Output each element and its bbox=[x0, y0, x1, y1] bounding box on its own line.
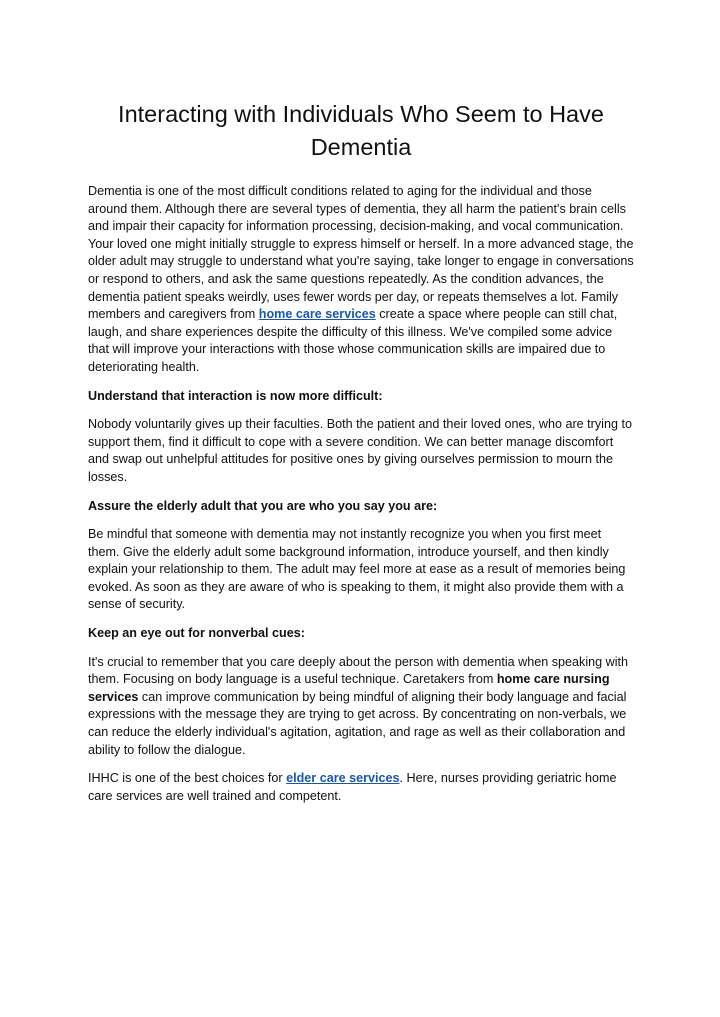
section-heading-nonverbal: Keep an eye out for nonverbal cues: bbox=[88, 626, 305, 641]
home-care-services-link[interactable]: home care services bbox=[258, 307, 376, 322]
section-body-interaction: Nobody voluntarily gives up their faculties. Both the patient and their loved ones, who are trying to support them, find it difficult to cope with a severe condition. We can better manage discomfort and swap out unhelpful attitudes for positive ones by giving ourselves permission to mourn the losses. bbox=[88, 417, 632, 484]
closing-paragraph bbox=[88, 770, 634, 805]
intro-text-after-link: create a space where people can still chat, laugh, and share experiences despite the difficulty of this illness. We've compiled some advice that will improve your interactions with those whose communication skills are impaired due to deteriorating health. bbox=[88, 307, 618, 374]
section-heading-interaction: Understand that interaction is now more difficult: bbox=[88, 388, 383, 403]
document-title: Interacting with Individuals Who Seem to Have Dementia bbox=[118, 101, 604, 160]
nonverbal-text-after-bold: can improve communication by being mindful of aligning their body language and facial expressions with the message they are trying to get across. By concentrating on non-verbals, we can reduce the elderly individual's agitation, agitation, and rage as well as their collaboration and ability to follow the dialogue. bbox=[88, 689, 627, 757]
section-heading-assure: Assure the elderly adult that you are who you say you are: bbox=[88, 498, 438, 513]
elder-care-services-link[interactable]: elder care services bbox=[286, 771, 400, 786]
intro-text-before-link: Dementia is one of the most difficult conditions related to aging for the individual and those around them. Although there are several types of dementia, they all harm the patient's brain cells and impair their capacity for information processing, decision-making, and vocal communication. Your loved one might initially struggle to express himself or herself. In a more advanced stage, the older adult may struggle to understand what you're saying, take longer to engage in conversations or respond to others, and ask the same questions repeatedly. As the condition advances, the dementia patient speaks weirdly, uses fewer words per day, or repeats themselves a lot. Family members and caregivers from bbox=[88, 184, 634, 322]
section-body-nonverbal bbox=[88, 654, 634, 760]
closing-text-before-link: IHHC is one of the best choices for bbox=[88, 771, 287, 786]
closing-text-after-link: . Here, nurses providing geriatric home care services are well trained and competent. bbox=[88, 771, 617, 803]
intro-paragraph bbox=[88, 183, 634, 377]
section-body-assure: Be mindful that someone with dementia may not instantly recognize you when you first meet them. Give the elderly adult some background information, introduce yourself, and then kindly explain your relationship to them. The adult may feel more at ease as a result of memories being evoked. As soon as they are aware of who is speaking to them, it might also provide them with a sense of security. bbox=[88, 527, 626, 612]
nonverbal-text-before-bold: It's crucial to remember that you care deeply about the person with dementia when speaking with them. Focusing on body language is a useful technique. Caretakers from bbox=[88, 654, 629, 687]
home-care-nursing-services-bold: home care nursing services bbox=[88, 672, 610, 704]
